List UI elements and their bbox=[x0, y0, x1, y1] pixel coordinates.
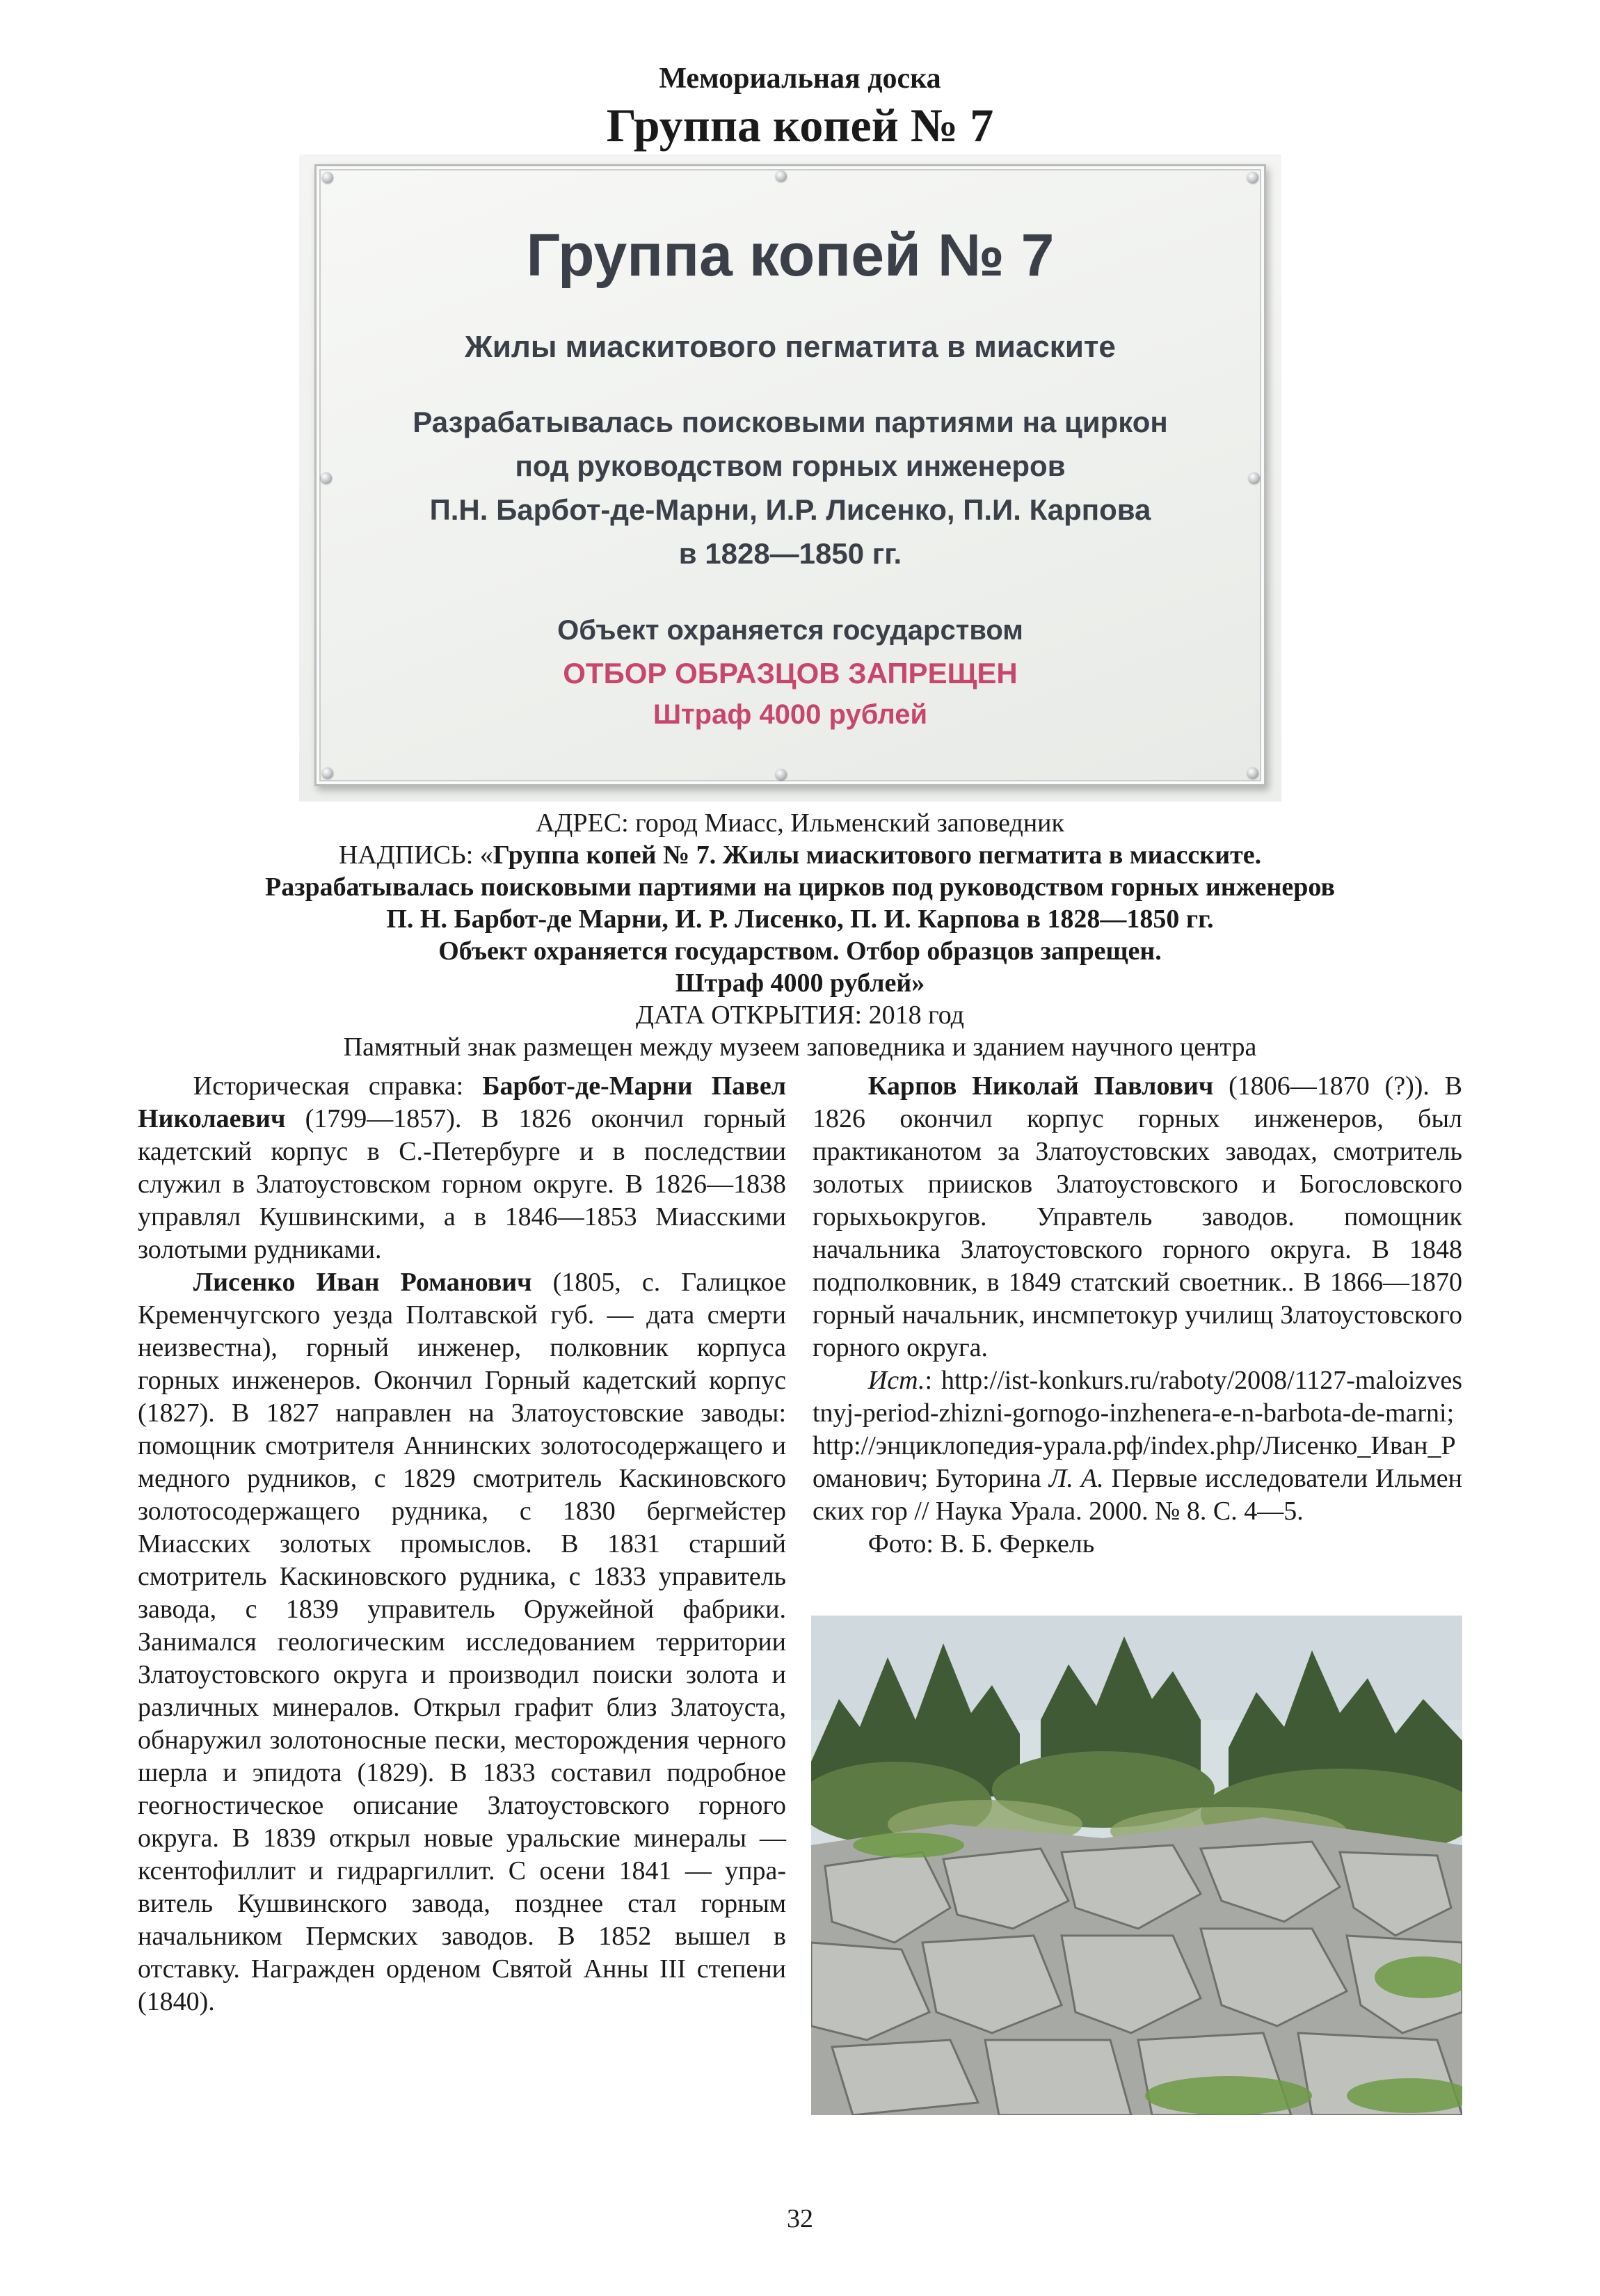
memorial-plaque bbox=[314, 164, 1266, 786]
plaque-title: Группа копей № 7 bbox=[526, 222, 1055, 289]
plaque-ban-notice: ОТБОР ОБРАЗЦОВ ЗАПРЕЩЕН bbox=[563, 657, 1018, 689]
bio-name: Карпов Николай Павлович bbox=[867, 1071, 1214, 1101]
caption-opening-date: ДАТА ОТКРЫТИЯ: 2018 год bbox=[636, 1000, 964, 1030]
screw-icon bbox=[1247, 767, 1258, 779]
caption-inscription-line: Группа копей № 7. Жилы миаскитового пегматита в миасските. bbox=[493, 840, 1262, 870]
plaque-body-line: Разрабатывалась поисковыми партиями на циркон bbox=[413, 406, 1168, 438]
sources bbox=[813, 1364, 1462, 1528]
left-text-column bbox=[138, 1070, 786, 2018]
caption-inscription-first bbox=[0, 839, 1600, 871]
sources-label: Ист. bbox=[867, 1366, 925, 1395]
screw-icon bbox=[776, 769, 787, 780]
sources-rest: Первые исследователи Ильменских гор // Наука Урала. 2000. № 8. С. 4—5. bbox=[813, 1464, 1462, 1526]
bio-text: (1799—1857). В 1826 окончил горный кадетский корпус в С.-Петербурге и в последствии служил в Златоустовском горном округе. В 1826—1838 управлял Кушвинскими, а в 1846—1853 Миасскими золотыми рудниками. bbox=[138, 1104, 786, 1264]
bio-name: Лисенко Иван Романович bbox=[193, 1268, 532, 1297]
bio-lead: Историческая справка: bbox=[193, 1071, 483, 1101]
plaque-protected-notice: Объект охраняется государством bbox=[557, 615, 1023, 646]
bio-barbot-de-marni bbox=[138, 1070, 786, 1266]
photo-credit: Фото: В. Б. Феркель bbox=[867, 1529, 1095, 1558]
caption-inscription-line: П. Н. Барбот-де Марни, И. Р. Лисенко, П. И. Карпова в 1828—1850 гг. bbox=[386, 904, 1214, 934]
caption-location: Памятный знак размещен между музеем заповедника и зданием научного центра bbox=[343, 1033, 1257, 1062]
caption-inscription-line: Разрабатывалась поисковыми партиями на цирков под руководством горных инженеров bbox=[264, 872, 1336, 902]
caption-inscription-line: Объект охраняется государством. Отбор образцов запрещен. bbox=[438, 936, 1162, 966]
screw-icon bbox=[322, 767, 333, 779]
plaque-body-line: в 1828—1850 гг. bbox=[678, 537, 902, 570]
plaque-body bbox=[317, 400, 1264, 575]
page-kicker: Мемориальная доска bbox=[659, 63, 941, 95]
plaque-fine-notice: Штраф 4000 рублей bbox=[653, 699, 928, 730]
plaque-subtitle: Жилы миаскитового пегматита в миаските bbox=[465, 330, 1116, 364]
screw-icon bbox=[776, 170, 787, 182]
plaque-body-line: П.Н. Барбот-де-Марни, И.Р. Лисенко, П.И. Карпова bbox=[429, 493, 1151, 526]
bio-name: Барбот-де-Марни Павел Николаевич bbox=[138, 1071, 787, 1133]
caption-inscription-line: Штраф 4000 рублей» bbox=[675, 968, 925, 998]
plaque-photo bbox=[299, 154, 1281, 802]
screw-icon bbox=[322, 172, 333, 183]
site-photo-illustration bbox=[811, 1616, 1462, 2115]
page-number: 32 bbox=[787, 2204, 813, 2233]
sources-author: Л. А. bbox=[1048, 1464, 1104, 1493]
right-text-column bbox=[813, 1070, 1462, 1561]
page-title: Группа копей № 7 bbox=[606, 99, 994, 152]
bio-text: (1805, с. Галицкое Кременчугского уезда Полтавской губ. — дата смерти неизвестна), горный инженер, полковник корпуса горных инженеров. Окончил Горный кадетский корпус (1827). В 1827 направлен на Златоустовские заводы: помощник смотрителя Аннинских золотосодержащего и медного рудников, с 1829 смотритель Каскиновского золотосодержащего рудника, с 1830 бергмейстер Миасских золотых промыслов. В 1831 старший смотритель Каскиновского рудника, с 1833 управитель завода, с 1839 управитель Оружейной фабрики. Занимался геологическим исследованием территории Златоустовского округа и производил поиски золота и различных минералов. Открыл графит близ Златоуста, обнаружил золотоносные пески, месторождения черного шерла и эпидота (1829). В 1833 составил подробное геогностическое описание Златоустовского горного округа. В 1839 открыл новые уральские минералы — ксентофиллит и гидраргиллит. С осени 1841 — управитель Кушвинского завода, позднее стал горным начальником Пермских заводов. В 1852 вышел в отставку. Награжден орденом Святой Анны III степени (1840). bbox=[138, 1268, 786, 2016]
plaque-body-line: под руководством горных инженеров bbox=[515, 449, 1066, 482]
site-photo bbox=[811, 1616, 1462, 2115]
bio-lisenko bbox=[138, 1266, 786, 2018]
bio-text: (1806—1870 (?)). В 1826 окончил корпус горных инженеров, был практиканотом за Златоустовских заводах, смотритель золотых приисков Златоустовского и Богословского горыхьокругов. Управтель заводов. помощник начальника Златоустовского горного округа. В 1848 подполковник, в 1849 статский своетник.. В 1866—1870 горный начальник, инсмпетокур училищ Златоустовского горного округа. bbox=[813, 1071, 1462, 1362]
sources-text: : http://ist-konkurs.ru/raboty/2008/1127-maloizvestnyj-period-zhizni-gornogo-inzhenera-e-n-barbota-de-marni; http://энциклопедия-урала.рф/index.php/Лисенко_Иван_Романович; Буторина bbox=[813, 1366, 1462, 1493]
caption-inscription-label: НАДПИСЬ: « bbox=[338, 840, 493, 870]
bio-karpov bbox=[813, 1070, 1462, 1364]
plaque-caption bbox=[0, 807, 1600, 1063]
screw-icon bbox=[1247, 172, 1258, 183]
caption-address: АДРЕС: город Миасс, Ильменский заповедник bbox=[536, 808, 1064, 838]
